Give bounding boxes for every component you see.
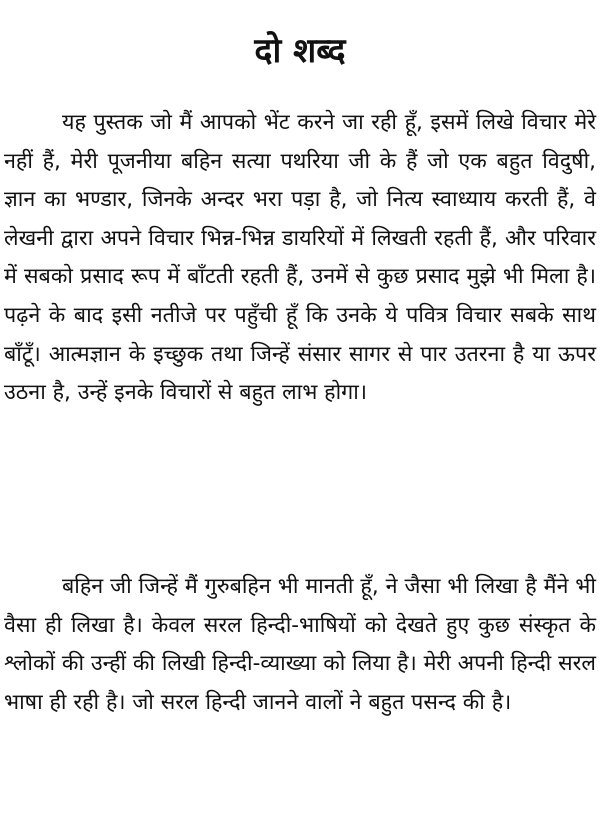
paragraph-1: यह पुस्तक जो मैं आपको भेंट करने जा रही हूँ, इसमें लिखे विचार मेरे नहीं हैं, मेरी पूजनीया बहिन सत्या पथरिया जी के हैं जो एक बहुत विदुषी, ज्ञान का भण्डार, जिनके अन्दर भरा पड़ा है, जो नित्य स्वाध्याय करती हैं, वे लेखनी द्वारा अपने विचार भिन्न-भिन्न डायरियों में लिखती रहती हैं, और परिवार में सबको प्रसाद रूप में बाँटती रहती हैं, उनमें से कुछ प्रसाद मुझे भी मिला है। पढ़ने के बाद इसी नतीजे पर पहुँची हूँ कि उनके ये पवित्र विचार सबके साथ बाँटूँ। आत्मज्ञान के इच्छुक तथा जिन्हें संसार सागर से पार उतरना है या ऊपर उठना है, उन्हें इनके विचारों से बहुत लाभ होगा। — [4, 110, 596, 406]
page-title: दो शब्द — [254, 30, 346, 71]
paragraph-2: बहिन जी जिन्हें मैं गुरुबहिन भी मानती हूँ, ने जैसा भी लिखा है मैंने भी वैसा ही लिखा है। केवल सरल हिन्दी-भाषियों को देखते हुए कुछ संस्कृत के श्लोकों की उन्हीं की लिखी हिन्दी-व्याख्या को लिया है। मेरी अपनी हिन्दी सरल भाषा ही रही है। जो सरल हिन्दी जानने वालों ने बहुत पसन्द की है। — [4, 574, 596, 715]
